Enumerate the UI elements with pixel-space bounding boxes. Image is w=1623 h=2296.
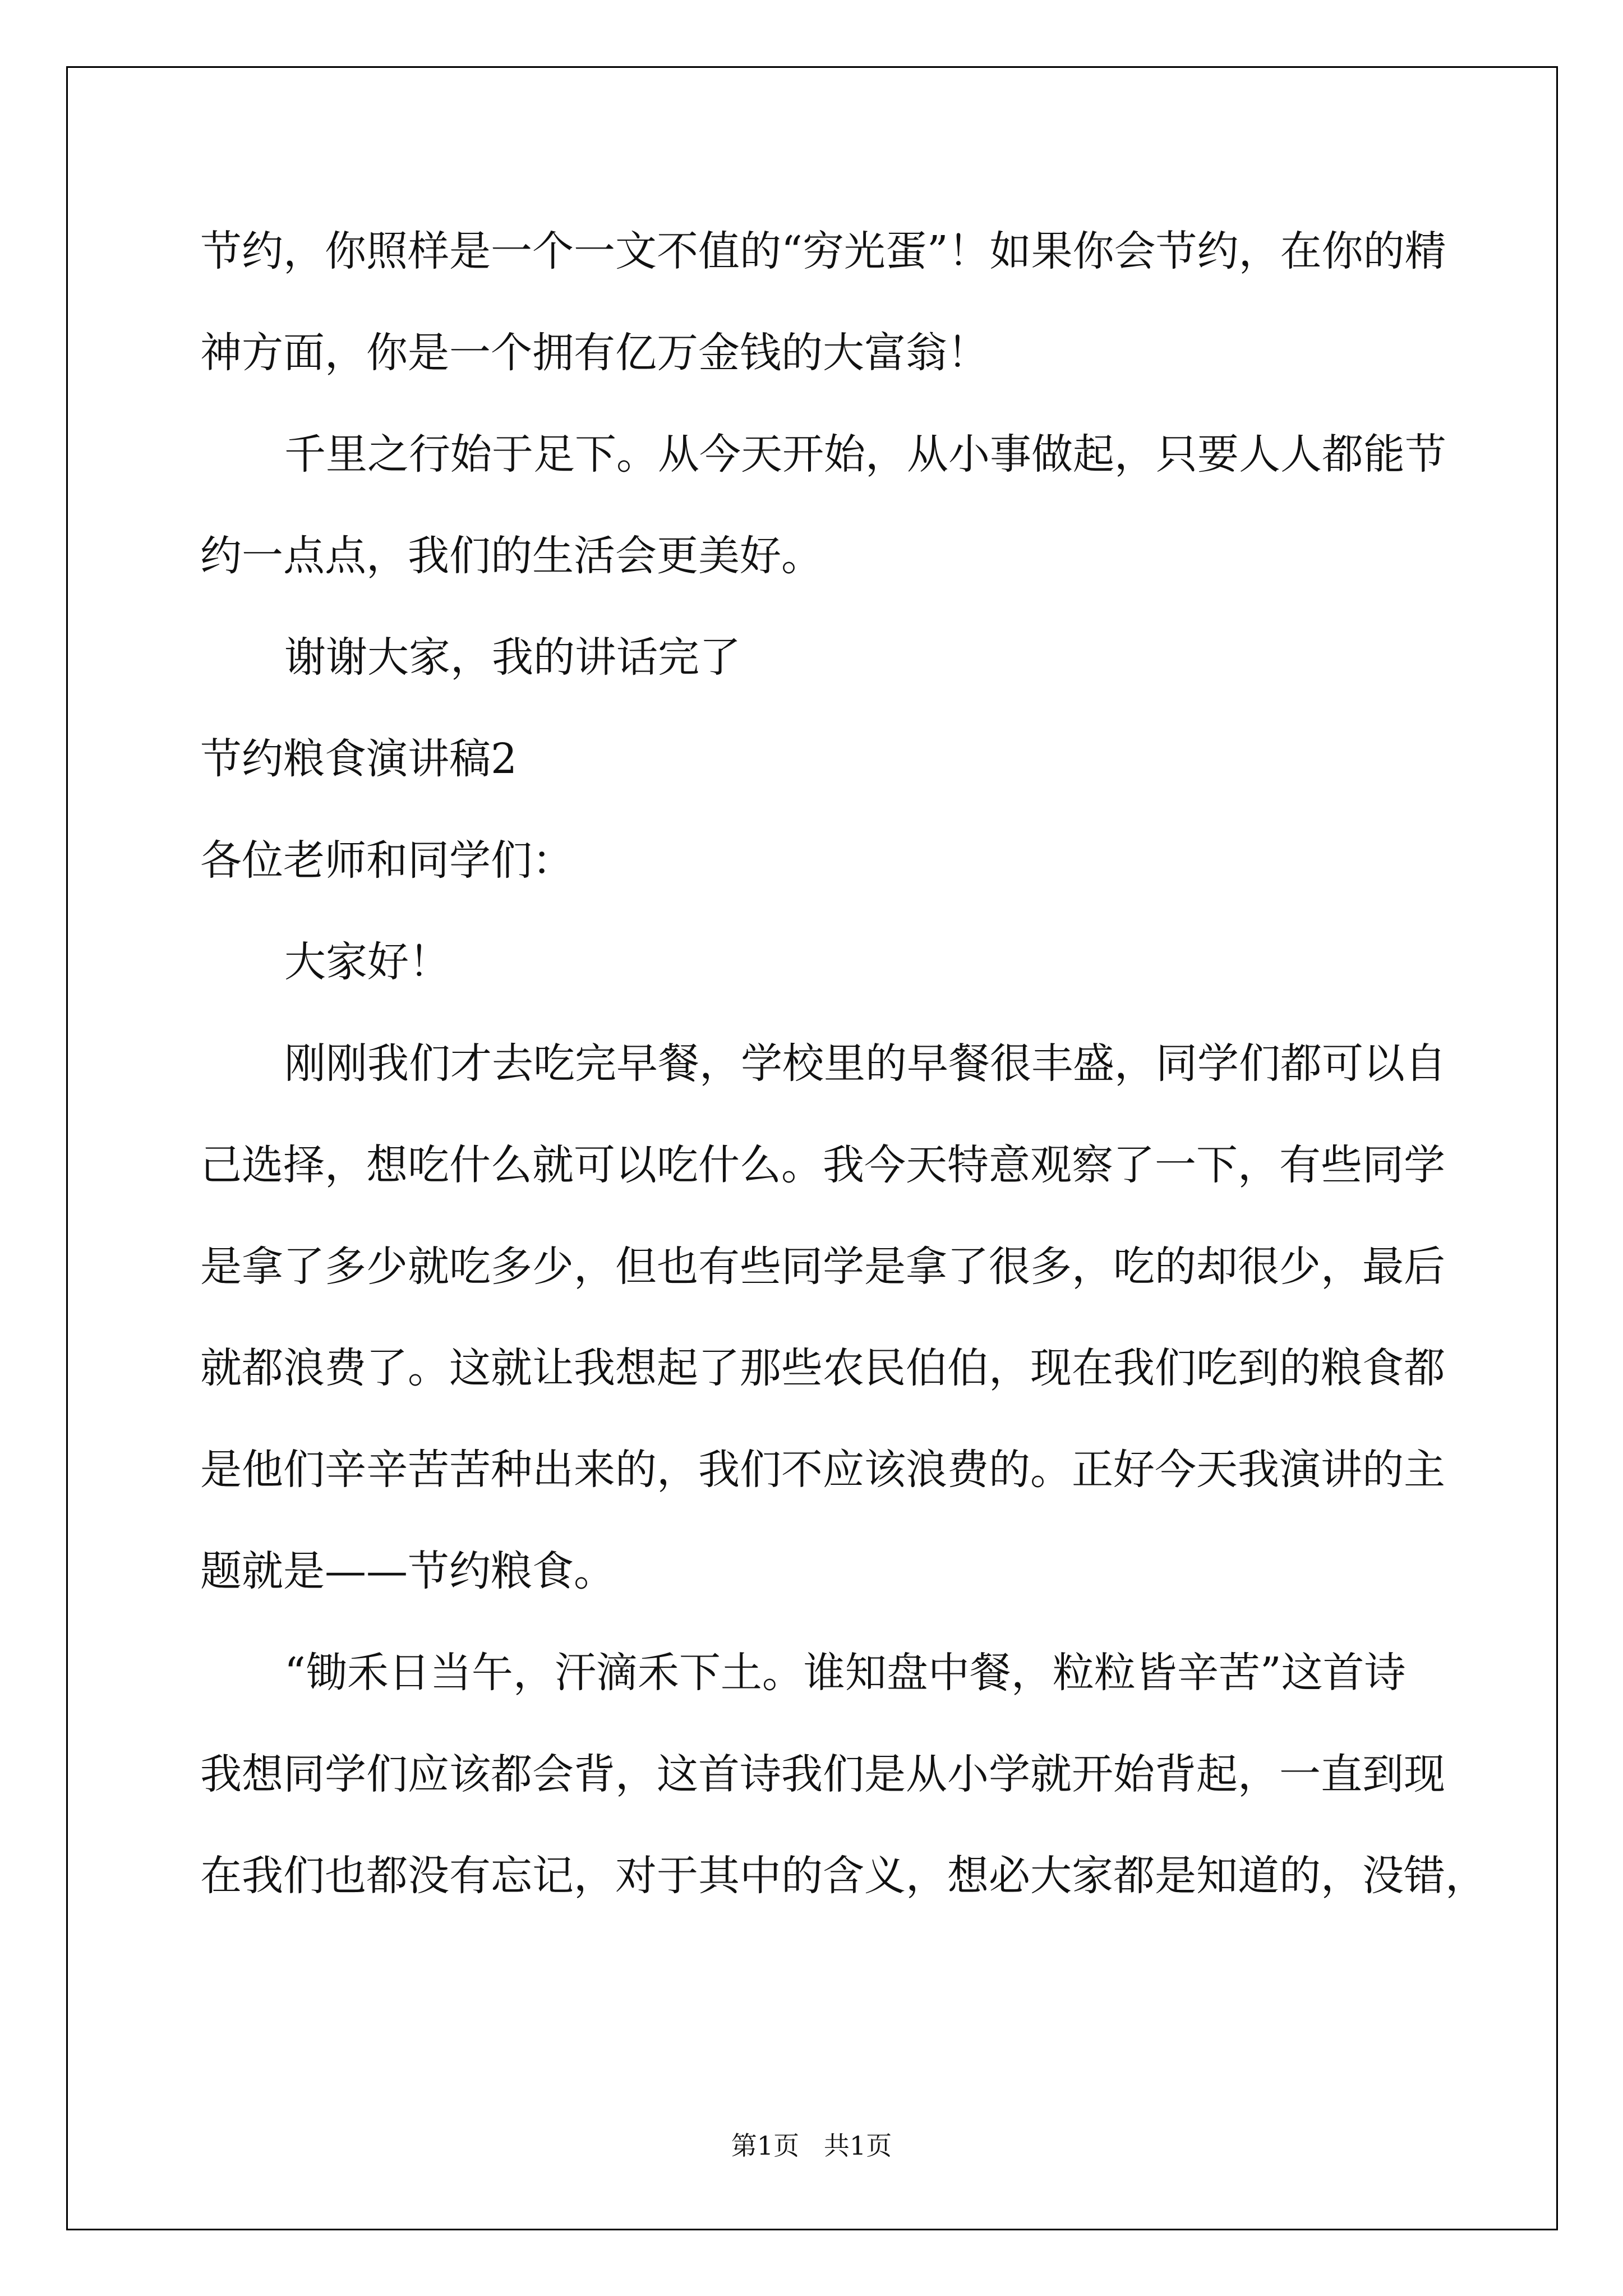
document-body [200,211,1487,1937]
text-line: 在我们也都没有忘记，对于其中的含义，想必大家都是知道的，没错， [200,1852,1487,1900]
text-line: 谢谢大家，我的讲话完了 [284,633,741,682]
text-line: “锄禾日当午，汗滴禾下土。谁知盘中餐，粒粒皆辛苦”这首诗 [284,1649,1406,1697]
text-line: 是拿了多少就吃多少，但也有些同学是拿了很多，吃的却很少，最后 [200,1243,1445,1291]
text-line: 是他们辛辛苦苦种出来的，我们不应该浪费的。正好今天我演讲的主 [200,1446,1445,1494]
text-line: 约一点点，我们的生活会更美好。 [200,532,823,580]
page-footer: 第1页 共1页 [731,2131,892,2161]
greeting: 大家好！ [284,938,450,986]
text-line: 神方面，你是一个拥有亿万金钱的大富翁！ [200,329,989,377]
salutation: 各位老师和同学们： [200,836,574,885]
text-line: 我想同学们应该都会背，这首诗我们是从小学就开始背起，一直到现 [200,1750,1445,1798]
text-line: 刚刚我们才去吃完早餐，学校里的早餐很丰盛，同学们都可以自 [284,1039,1446,1088]
text-line: 节约，你照样是一个一文不值的“穷光蛋”！如果你会节约，在你的精 [200,227,1446,275]
text-line: 就都浪费了。这就让我想起了那些农民伯伯，现在我们吃到的粮食都 [200,1344,1445,1392]
section-title: 节约粮食演讲稿2 [200,735,518,783]
text-line: 题就是——节约粮食。 [200,1547,615,1595]
text-line: 千里之行始于足下。从今天开始，从小事做起，只要人人都能节 [284,430,1446,478]
text-line: 己选择，想吃什么就可以吃什么。我今天特意观察了一下，有些同学 [200,1141,1445,1189]
